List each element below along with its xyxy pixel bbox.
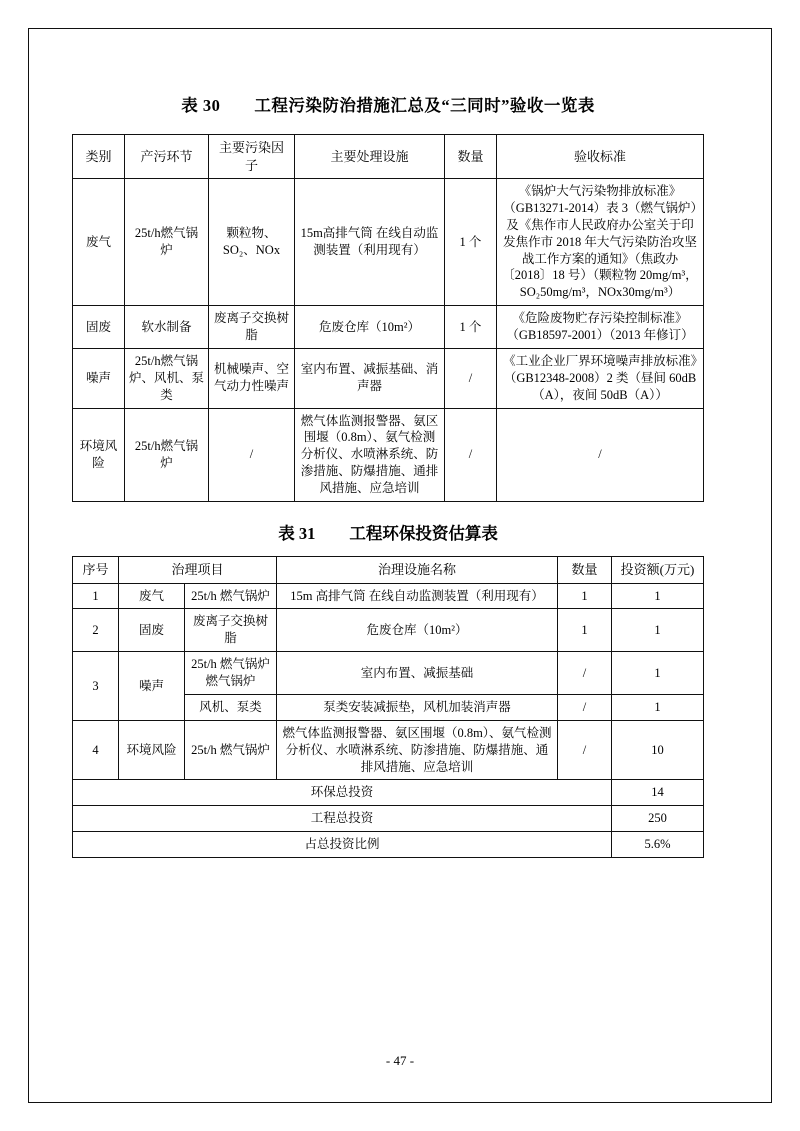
table31-r0-amount: 1 <box>612 583 704 609</box>
table-row <box>73 720 704 780</box>
table31-title <box>72 516 704 548</box>
table30-r0-category: 废气 <box>73 179 125 306</box>
table30-r3-factor: / <box>209 408 295 501</box>
table31-r1-qty: 1 <box>558 609 612 652</box>
table30-r2-qty: / <box>445 348 497 408</box>
table31-header-amount: 投资额(万元) <box>612 556 704 583</box>
table31-summary-row <box>73 806 704 832</box>
table31-r4-no: 4 <box>73 720 119 780</box>
table30-r1-factor: 废离子交换树脂 <box>209 306 295 349</box>
table30-header-link: 产污环节 <box>125 135 209 179</box>
table31-r3-name: 泵类安装减振垫，风机加装消声器 <box>277 694 558 720</box>
table31-r0-project: 废气 <box>119 583 185 609</box>
table31-title-text: 工程环保投资估算表 <box>349 523 498 543</box>
table31-r3-qty: / <box>558 694 612 720</box>
table31-r2-sub: 25t/h 燃气锅炉燃气锅炉 <box>185 652 277 695</box>
table30-header-factor: 主要污染因子 <box>209 135 295 179</box>
table31-r4-name: 燃气体监测报警器、氨区围堰（0.8m）、氨气检测分析仪、水喷淋系统、防渗措施、防爆措施、通排风措施、应急培训 <box>277 720 558 780</box>
table30-r2-standard: 《工业企业厂界环境噪声排放标准》（GB12348-2008）2 类（昼间 60dB（A），夜间 50dB（A）） <box>497 348 704 408</box>
table31-header-project: 治理项目 <box>119 556 277 583</box>
table31-r3-amount: 1 <box>612 694 704 720</box>
table30-r1-standard: 《危险废物贮存污染控制标准》（GB18597-2001）（2013 年修订） <box>497 306 704 349</box>
table31-r1-project: 固废 <box>119 609 185 652</box>
table30 <box>72 134 704 502</box>
table31-r2-name: 室内布置、减振基础 <box>277 652 558 695</box>
table31-summary-2-value: 5.6% <box>612 832 704 858</box>
table30-r2-category: 噪声 <box>73 348 125 408</box>
table31-r4-amount: 10 <box>612 720 704 780</box>
table31-r2-qty: / <box>558 652 612 695</box>
table30-r3-facility: 燃气体监测报警器、氨区围堰（0.8m）、氨气检测分析仪、水喷淋系统、防渗措施、防爆措施、通排风措施、应急培训 <box>295 408 445 501</box>
table31-r0-sub: 25t/h 燃气锅炉 <box>185 583 277 609</box>
table30-r3-standard: / <box>497 408 704 501</box>
table31-header-qty: 数量 <box>558 556 612 583</box>
table30-title-text: 工程污染防治措施汇总及“三同时”验收一览表 <box>254 96 595 115</box>
table-row <box>73 408 704 501</box>
table31-header-no: 序号 <box>73 556 119 583</box>
table31-r1-name: 危废仓库（10m²） <box>277 609 558 652</box>
table30-header-row <box>73 135 704 179</box>
table31-summary-row <box>73 780 704 806</box>
table30-r3-qty: / <box>445 408 497 501</box>
page-number: - 47 - <box>385 1053 415 1068</box>
table30-header-category: 类别 <box>73 135 125 179</box>
table30-r0-facility: 15m高排气筒 在线自动监测装置（利用现有） <box>295 179 445 306</box>
table31-r4-sub: 25t/h 燃气锅炉 <box>185 720 277 780</box>
table30-r1-link: 软水制备 <box>125 306 209 349</box>
table31-summary-row <box>73 832 704 858</box>
table31-r1-no: 2 <box>73 609 119 652</box>
table30-title <box>72 88 704 124</box>
table-row <box>73 609 704 652</box>
table31-r1-sub: 废离子交换树脂 <box>185 609 277 652</box>
table30-r2-link: 25t/h燃气锅炉、风机、泵类 <box>125 348 209 408</box>
table30-header-facility: 主要处理设施 <box>295 135 445 179</box>
table-row <box>73 583 704 609</box>
table31-r3-sub: 风机、泵类 <box>185 694 277 720</box>
table31-summary-0-label: 环保总投资 <box>73 780 612 806</box>
table31-r4-qty: / <box>558 720 612 780</box>
table30-r2-facility: 室内布置、减振基础、消声器 <box>295 348 445 408</box>
table-row <box>73 348 704 408</box>
table30-r3-category: 环境风险 <box>73 408 125 501</box>
table31-summary-2-label: 占总投资比例 <box>73 832 612 858</box>
table31-r1-amount: 1 <box>612 609 704 652</box>
table31-r0-qty: 1 <box>558 583 612 609</box>
table-row <box>73 179 704 306</box>
table30-r0-qty: 1 个 <box>445 179 497 306</box>
table31-r2-no: 3 <box>73 652 119 721</box>
table31-r2-project: 噪声 <box>119 652 185 721</box>
table31-summary-0-value: 14 <box>612 780 704 806</box>
table30-header-qty: 数量 <box>445 135 497 179</box>
table30-r1-facility: 危废仓库（10m²） <box>295 306 445 349</box>
page-content <box>72 88 704 858</box>
table31-summary-1-label: 工程总投资 <box>73 806 612 832</box>
table30-title-number: 表 30 <box>181 96 221 115</box>
table30-r2-factor: 机械噪声、空气动力性噪声 <box>209 348 295 408</box>
table-row <box>73 652 704 695</box>
table31-summary-1-value: 250 <box>612 806 704 832</box>
table31-header-row <box>73 556 704 583</box>
table-row <box>73 306 704 349</box>
table30-r0-link: 25t/h燃气锅炉 <box>125 179 209 306</box>
table30-r1-category: 固废 <box>73 306 125 349</box>
table30-header-standard: 验收标准 <box>497 135 704 179</box>
table31-title-number: 表 31 <box>278 523 316 543</box>
table30-r3-link: 25t/h燃气锅炉 <box>125 408 209 501</box>
table30-r1-qty: 1 个 <box>445 306 497 349</box>
table30-r0-standard: 《锅炉大气污染物排放标准》（GB13271-2014）表 3（燃气锅炉）及《焦作市人民政府办公室关于印发焦作市 2018 年大气污染防治攻坚战工作方案的通知》（焦政办〔2018〕18 号）（颗粒物 20mg/m³，SO₂50mg/m³，NOx30mg/m³） <box>497 179 704 306</box>
table31-r4-project: 环境风险 <box>119 720 185 780</box>
table31-r2-amount: 1 <box>612 652 704 695</box>
table31 <box>72 556 704 858</box>
table30-r0-factor: 颗粒物、SO₂、NOx <box>209 179 295 306</box>
table31-r0-no: 1 <box>73 583 119 609</box>
table31-r0-name: 15m 高排气筒 在线自动监测装置（利用现有） <box>277 583 558 609</box>
table31-header-name: 治理设施名称 <box>277 556 558 583</box>
